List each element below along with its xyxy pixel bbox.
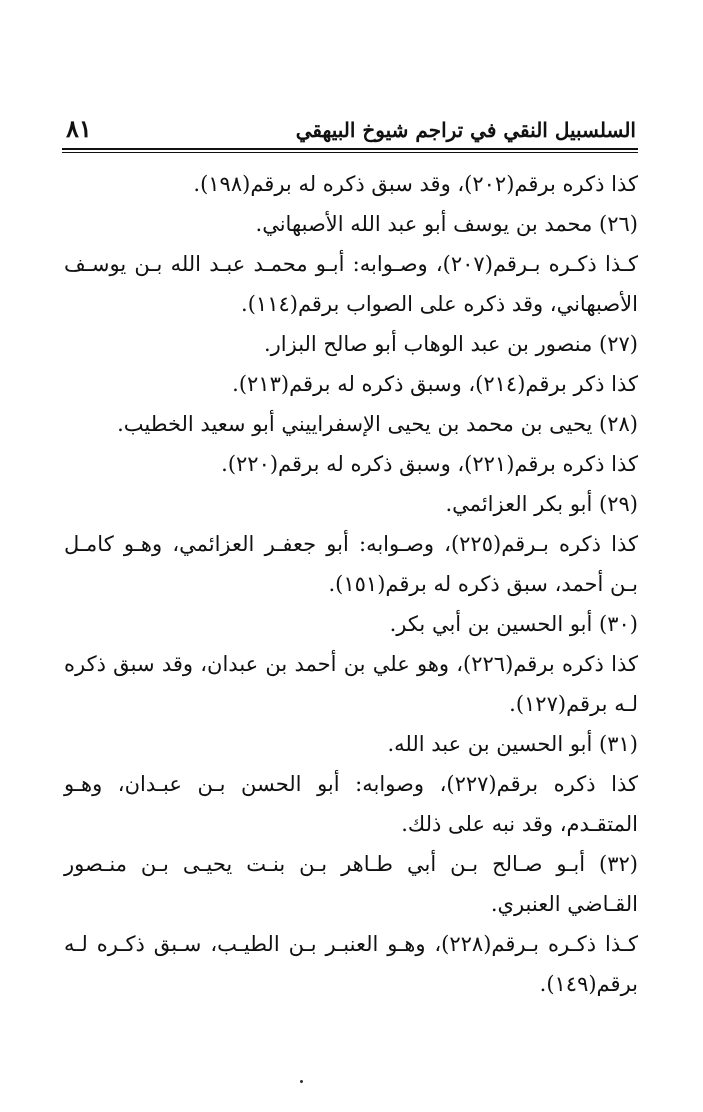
paragraph-note: كذا ذكره برقم(٢٢٦)، وهو علي بن أحمد بن عبدان، وقد سبق ذكره لـه برقم(١٢٧).	[64, 652, 638, 716]
paragraph-entry-26: (٢٦) محمد بن يوسف أبو عبد الله الأصبهاني.	[255, 212, 638, 236]
paragraph-note: كذا ذكر برقم(٢١٤)، وسبق ذكره له برقم(٢١٣).	[232, 372, 638, 396]
footer-dot	[300, 1080, 303, 1083]
paragraph-note: كـذا ذكـره بـرقم(٢٠٧)، وصـوابه: أبـو محمـد عبـد الله بـن يوسـف الأصبهاني، وقد ذكره على الصواب برقم(١١٤).	[64, 252, 638, 316]
paragraph-note: كذا ذكره برقم(٢٢١)، وسبق ذكره له برقم(٢٢٠).	[221, 452, 638, 476]
paragraph-entry-27: (٢٧) منصور بن عبد الوهاب أبو صالح البزار.	[263, 332, 638, 356]
paragraph-entry-30: (٣٠) أبو الحسين بن أبي بكر.	[389, 612, 638, 636]
paragraph-entry-29: (٢٩) أبو بكر العزائمي.	[445, 492, 638, 516]
page-header	[62, 112, 638, 150]
paragraph-entry-32: (٣٢) أبـو صـالح بـن أبي طـاهر بـن بنـت يحيـى بـن منـصور القـاضي العنبري.	[64, 852, 638, 916]
paragraph-note: كذا ذكره بـرقم(٢٢٥)، وصـوابه: أبو جعفـر العزائمي، وهـو كامـل بـن أحمد، سبق ذكره له برقم(١٥١).	[64, 532, 638, 596]
body-text	[64, 164, 638, 1004]
page-number: ٨١	[66, 114, 92, 143]
paragraph-note: كذا ذكره برقم(٢٢٧)، وصوابه: أبو الحسن بـن عبـدان، وهـو المتقـدم، وقد نبه على ذلك.	[64, 772, 638, 836]
paragraph-entry-28: (٢٨) يحيى بن محمد بن يحيى الإسفراييني أبو سعيد الخطيب.	[117, 412, 638, 436]
paragraph-note: كـذا ذكـره بـرقم(٢٢٨)، وهـو العنبـر بـن الطيـب، سـبق ذكـره لـه برقم(١٤٩).	[64, 932, 638, 996]
running-title: السلسبيل النقي في تراجم شيوخ البيهقي	[295, 118, 636, 142]
header-rule	[62, 148, 638, 153]
paragraph-entry-31: (٣١) أبو الحسين بن عبد الله.	[387, 732, 638, 756]
paragraph-note: كذا ذكره برقم(٢٠٢)، وقد سبق ذكره له برقم(١٩٨).	[193, 172, 638, 196]
